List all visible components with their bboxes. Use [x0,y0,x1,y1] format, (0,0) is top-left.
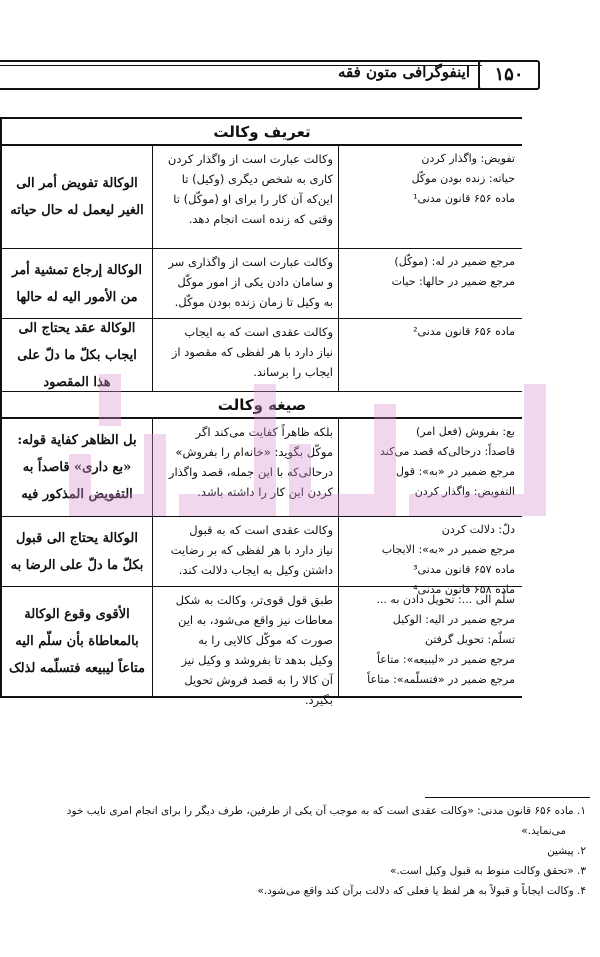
translation-line: موکّل بگوید: «خانه‌ام را بفروش» [175,445,333,459]
persian-translation-cell [152,419,339,516]
translation-line: وقتی که زنده است انجام دهد. [188,212,333,226]
arabic-text: الوکالة عقد یحتاج الی ایجاب بکلّ ما دلّ علی هذا المقصود [17,320,137,390]
translation-line: بلکه ظاهراً کفایت می‌کند اگر [195,425,333,439]
footnotes [6,801,586,901]
note-line: ماده ۶۵۷ قانون مدنی³ [413,563,515,576]
vocabulary-notes-cell [339,319,520,391]
translation-line: وکالت عقدی است که به ایجاب [184,325,333,339]
translation-line: و سامان دادن یکی از امور موکّل [177,275,333,289]
page-number: ۱۵۰ [478,60,540,90]
arabic-text: الوکالة یحتاج الی قبول بکلّ ما دلّ علی الرضا به [10,530,144,573]
footnote-text: ۳. «تحقق وکالت منوط به قبول وکیل است.» [389,865,586,877]
arabic-text-cell [2,319,152,391]
translation-line: ایجاب را برساند. [253,365,333,379]
arabic-text: الأقوی وقوع الوکالة بالمعاطاة بأن سلّم الیه متاعاً لیبیعه فتسلّمه لذلک [8,607,146,676]
footnote [6,841,586,861]
arabic-text-cell [2,419,152,516]
note-line: مرجع ضمیر در له: (موکّل) [394,255,515,268]
note-line: تسلّم: تحویل گرفتن [424,633,515,646]
vocabulary-notes-cell [339,419,520,516]
translation-line: نیاز دارد با هر لفظی که بر رضایت [170,543,333,557]
translation-line: به وکیل تا زمان زنده بودن موکّل. [174,295,333,309]
note-line: مرجع ضمیر در الیه: الوکیل [392,613,515,626]
section-title: صیغه وکالت [0,392,522,419]
translation-line: کردن این کار را داشته باشد. [197,485,333,499]
book-title: اینفوگرافی متون فقه [337,63,470,81]
note-line: مرجع ضمیر در «لیبیعه»: متاعاً [376,653,515,666]
note-line: مرجع ضمیر در «فتسلّمه»: متاعاً [367,673,515,686]
note-line: تفویض: واگذار کردن [421,152,515,165]
persian-translation-cell [152,249,339,318]
translation-line: بگیرد. [304,693,333,707]
arabic-text: الوکالة تفویض أمر الی الغیر لیعمل له حال حیاته [10,176,144,218]
table-row [0,249,522,319]
note-line: قاصداً: درحالی‌که قصد می‌کند [380,445,515,458]
translation-line: صورت که موکّل کالایی را به [198,633,333,647]
translation-line: کاری به شخص دیگری (وکیل) تا [181,172,333,186]
table-row [0,146,522,249]
note-line: مرجع ضمیر در حالها: حیات [391,275,515,288]
footnote [6,801,586,841]
note-line: دلّ: دلالت کردن [441,523,515,536]
footnote [6,881,586,901]
translation-line: وکالت عقدی است که به قبول [189,523,333,537]
arabic-text-cell [2,249,152,318]
translation-line: وکالت عبارت است از واگذاری سر [168,255,333,269]
persian-translation-cell [152,146,339,248]
translation-line: این‌که آن کار را برای او (موکّل) تا [173,192,333,206]
footnote-text: ۲. پیشین [547,845,586,857]
note-line: ماده ۶۵۶ قانون مدنی² [413,325,515,338]
arabic-text-cell [2,587,152,696]
table-row [0,517,522,596]
persian-translation-cell [152,319,339,391]
footnote-text: ۱. ماده ۶۵۶ قانون مدنی: «وکالت عقدی است که به موجب آن یکی از طرفین، طرف دیگر را برای انجام امری نایب خود [66,805,586,817]
translation-line: درحالی‌که با این جمله، قصد واگذار [168,465,333,479]
translation-line: معاطات نیز واقع می‌شود، به این [177,613,333,627]
note-line: حیاته: زنده بودن موکّل [411,172,515,185]
footnote-text: ۴. وکالت ایجاباً و قبولاً به هر لفظ یا فعلی که دلالت برآن کند واقع می‌شود.» [257,885,586,897]
arabic-text: الوکالة إرجاع تمشیة أمر من الأمور الیه له حالها [12,262,142,305]
note-line: مرجع ضمیر در «به»: الایجاب [381,543,515,556]
translation-line: طبق قول قوی‌تر، وکالت به شکل [175,593,333,607]
translation-line: داشتن وکیل به ایجاب دلالت کند. [178,563,333,577]
vocabulary-notes-cell [339,249,520,318]
table-row [0,419,522,517]
footnote-continuation: می‌نماید.» [521,825,566,837]
footnote [6,861,586,881]
translation-line: آن کالا را به قصد فروش تحویل [184,673,333,687]
translation-line: وکالت عبارت است از واگذار کردن [167,152,333,166]
footnote-rule [425,797,590,798]
note-line: ماده ۶۵۶ قانون مدنی¹ [413,192,515,205]
translation-line: نیاز دارد با هر لفظی که مقصود از [171,345,333,359]
arabic-text: بل الظاهر کفایة قوله: «بع داری» قاصداً به التفویض المذکور فیه [17,433,137,502]
table-row [0,319,522,392]
arabic-text-cell [2,146,152,248]
table-row [0,587,522,707]
translation-line: وکیل بدهد تا بفروشد و وکیل نیز [181,653,333,667]
note-line: بع: بفروش (فعل امر) [415,425,515,438]
note-line: مرجع ضمیر در «به»: قول [396,465,515,478]
vocabulary-notes-cell [339,587,520,696]
note-line: التفویض: واگذار کردن [414,485,515,498]
vocabulary-notes-cell [339,146,520,248]
arabic-text-cell [2,517,152,586]
note-line: سلّم الی ...: تحویل دادن به ... [376,593,515,606]
section-title: تعریف وکالت [0,119,522,146]
note-line: ماده ۶۵۸ قانون مدنی⁴ [413,583,515,596]
persian-translation-cell [152,517,339,586]
persian-translation-cell [152,587,339,707]
vakalat-table [0,117,522,707]
vocabulary-notes-cell [339,517,520,596]
